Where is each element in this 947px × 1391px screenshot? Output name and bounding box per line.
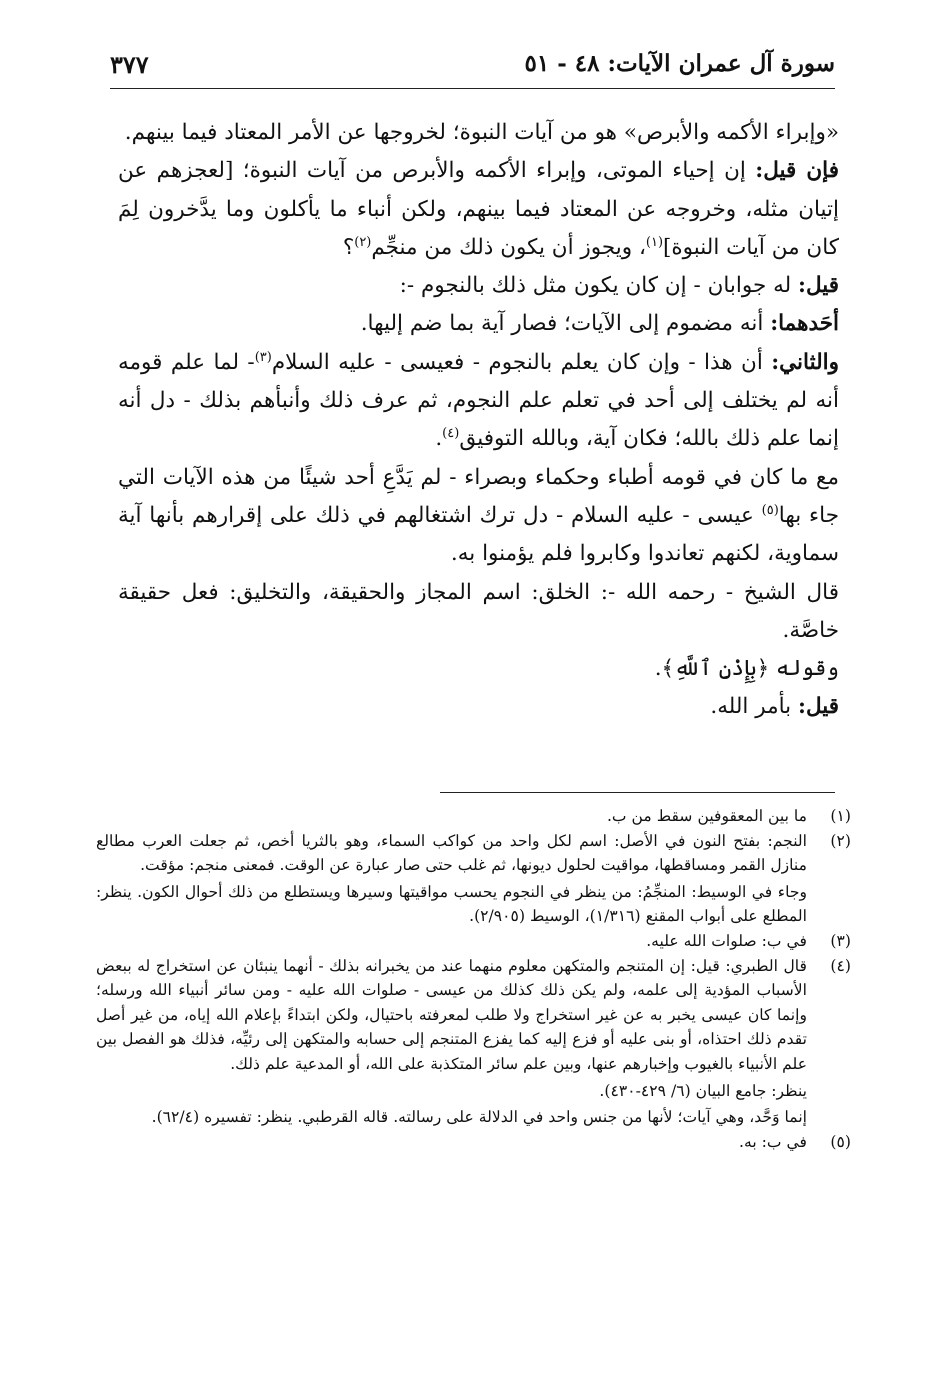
paragraph-7 <box>118 574 839 651</box>
footnote-ref-5[interactable]: (٥) <box>761 502 779 518</box>
footnote-text: وجاء في الوسيط: المنجِّمُ: من ينظر في النجوم يحسب مواقيتها وسيرها ويستطلع من ذلك أحوال الكون. ينظر: المطلع على أبواب المقنع (١/٣١٦)، الوسيط (٢/٩٠٥). <box>96 882 807 926</box>
footnote-ref-4[interactable]: (٤) <box>442 426 460 442</box>
paragraph-4-text: أنه مضموم إلى الآيات؛ فصار آية بما ضم إليها. <box>360 311 764 337</box>
paragraph-2 <box>118 152 839 267</box>
paragraph-2-text-c: ؟ <box>342 234 355 260</box>
paragraph-1-text: «وإبراء الأكمه والأبرص» هو من آيات النبوة؛ لخروجها عن الأمر المعتاد فيما بينهم. <box>124 120 839 145</box>
paragraph-5-text-c: . <box>435 426 443 452</box>
footnote-text: في ب: صلوات الله عليه. <box>646 931 807 950</box>
footnote-text: ما بين المعقوفين سقط من ب. <box>606 807 807 825</box>
paragraph-6-text-b: عيسى - عليه السلام - دل ترك اشتغالهم في ذلك على إقرارهم بأنها آية سماوية، لكنهم تعاندوا وكابروا فلم يؤمنوا به. <box>118 502 839 567</box>
paragraph-2-text-b: ، ويجوز أن يكون ذلك من منجِّم <box>371 234 646 260</box>
paragraph-9-text: بأمر الله. <box>710 694 792 720</box>
answer-lead: قيل: <box>798 273 839 299</box>
footnote-text: قال الطبري: قيل: إن المتنجم والمتكهن معلوم منهما عند من يخبرانه بذلك - أنهما ينبئان عن استخراج له ببعض الأسباب المؤدية إلى علمه، ولم يكن ذلك كذلك من عيسى - صلوات الله عليه - ومن سائر أنبياء الله ورسله؛ وإنما كان عيسى يخبر به عن غير استخراج ولا طلب لمعرفته باحتيال، ولكن ابتداءً بإعلام الله إياه، من غير أصل تقدم ذلك احتذاه، أو بنى عليه أو فزع إليه كما يفزع المتنجم إلى حسابه والمتكهن إلى رئيِّه، فذلك هو الفصل بين علم الأنبياء بالغيوب وإخبارهم عنها، وبين علم سائر المتكذبة على الله، أو المدعية علم ذلك. <box>96 956 807 1073</box>
paragraph-3-text: له جوابان - إن كان يكون مثل ذلك بالنجوم -: <box>399 273 792 299</box>
footnote-5 <box>96 1130 851 1155</box>
first-answer-lead: أحَدهما: <box>770 311 839 337</box>
paragraph-9 <box>118 688 839 726</box>
footnote-3 <box>96 929 851 954</box>
footnote-2 <box>96 829 851 929</box>
footnote-ref-2[interactable]: (٢) <box>354 234 372 250</box>
header-rule <box>110 88 835 89</box>
footnote-text: إنما وَحَّد، وهي آيات؛ لأنها من جنس واحد في الدلالة على رسالته. قاله القرطبي. ينظر: تفسيره (٦٢/٤). <box>151 1108 807 1127</box>
paragraph-2-text-a: إن إحياء الموتى، وإبراء الأكمه والأبرص من آيات النبوة؛ [لعجزهم عن إتيان مثله، وخروجه عن المعتاد فيما بينهم، ولكن أنباء ما يأكلون وما يدَّخرون لِمَ كان من آيات النبوة] <box>118 158 839 260</box>
footnote-1 <box>96 804 851 829</box>
footnote-ref-3[interactable]: (٣) <box>254 349 272 365</box>
question-lead: فإن قيل: <box>755 158 839 184</box>
footnotes <box>96 804 851 1154</box>
page-header <box>110 50 835 90</box>
paragraph-6 <box>118 459 839 574</box>
footnote-number: (٥) <box>830 1132 851 1151</box>
page-number: ٣٧٧ <box>110 50 149 79</box>
paragraph-5-text-a: أن هذا - وإن كان يعلم بالنجوم - فعيسى - عليه السلام <box>271 349 763 375</box>
main-text <box>118 114 839 727</box>
paragraph-7-text: قال الشيخ - رحمه الله -: الخلق: اسم المجاز والحقيقة، والتخليق: فعل حقيقة خاصَّة. <box>118 579 839 643</box>
paragraph-6-text-a: مع ما كان في قومه أطباء وحكماء وبصراء - لم يَدَّعِ أحد شيئًا من هذه الآيات التي جاء بها <box>118 464 839 528</box>
footnote-number: (٣) <box>830 931 851 950</box>
footnote-number: (٤) <box>830 956 851 975</box>
footnote-text: ينظر: جامع البيان (٦/ ٤٢٩-٤٣٠). <box>599 1081 807 1100</box>
paragraph-3 <box>118 267 839 305</box>
second-answer-lead: والثاني: <box>771 349 839 375</box>
paragraph-5-text-b: - لما علم قومه أنه لم يختلف إلى أحد في تعلم علم النجوم، ثم عرف ذلك وأنبأهم بذلك - دل أنه إنما علم ذلك بالله؛ فكان آية، وبالله التوفيق <box>118 349 839 452</box>
footnote-text: النجم: بفتح النون في الأصل: اسم لكل واحد من كواكب السماء، وهو بالثريا أخص، ثم جعلت العرب مطالع منازل القمر ومساقطها، مواقيت لحلول ديونها، ثم غلب حتى صار عبارة عن الوقت. فمعنى منجم: مؤقت. <box>96 831 807 875</box>
footnote-ref-1[interactable]: (١) <box>645 234 664 250</box>
paragraph-1 <box>118 114 839 152</box>
footnote-separator <box>440 792 835 793</box>
footnote-text: في ب: به. <box>739 1132 807 1151</box>
running-title: سورة آل عمران الآيات: ٤٨ - ٥١ <box>524 50 835 77</box>
paragraph-4 <box>118 305 839 343</box>
quran-quote: وقوله ﴿بِإِذْنِ ٱللَّهِ﴾. <box>654 656 839 682</box>
final-answer-lead: قيل: <box>798 694 839 720</box>
footnote-4 <box>96 954 851 1130</box>
footnote-number: (٢) <box>830 831 851 850</box>
paragraph-5 <box>118 344 839 459</box>
footnote-number: (١) <box>830 807 851 825</box>
paragraph-8 <box>118 650 839 688</box>
